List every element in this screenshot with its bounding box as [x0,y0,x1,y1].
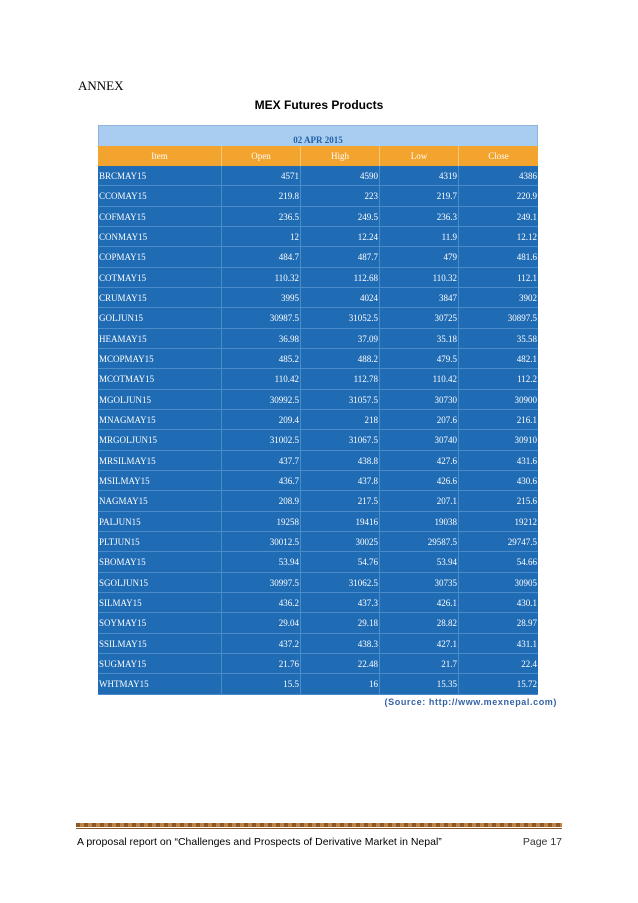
table-row [98,532,538,552]
table-row [98,451,538,471]
cell-high: 438.8 [301,451,380,470]
cell-open: 110.32 [222,268,301,287]
column-header-open: Open [222,146,301,166]
cell-open: 30992.5 [222,390,301,409]
cell-low: 15.35 [380,674,459,693]
table-row [98,227,538,247]
cell-open: 436.2 [222,593,301,612]
cell-high: 19416 [301,512,380,531]
table-row [98,613,538,633]
cell-open: 208.9 [222,491,301,510]
cell-item: MCOTMAY15 [98,369,222,388]
cell-close: 35.58 [516,333,537,344]
cell-close: 431.6 [516,455,537,466]
cell-open: 436.7 [222,471,301,490]
table-row [98,390,538,410]
table-row [98,634,538,654]
table-title: MEX Futures Products [254,98,384,112]
cell-item: SILMAY15 [98,593,222,612]
table-body [98,166,538,695]
annex-heading: ANNEX [78,78,124,93]
cell-open: 219.8 [222,186,301,205]
cell-low: 4319 [380,166,459,185]
cell-low: 35.18 [380,329,459,348]
cell-low: 53.94 [380,552,459,571]
cell-low: 30730 [380,390,459,409]
cell-item: NAGMAY15 [98,491,222,510]
cell-item: CONMAY15 [98,227,222,246]
column-header-item: Item [98,146,222,166]
cell-low: 236.3 [380,207,459,226]
cell-low: 479.5 [380,349,459,368]
cell-high: 22.48 [301,654,380,673]
cell-open: 236.5 [222,207,301,226]
cell-low: 28.82 [380,613,459,632]
column-header-high: High [301,146,380,166]
cell-item: SOYMAY15 [98,613,222,632]
cell-high: 112.78 [301,369,380,388]
cell-low: 21.7 [380,654,459,673]
cell-close: 54.66 [516,557,537,568]
cell-low: 427.1 [380,634,459,653]
table-row [98,268,538,288]
cell-open: 30997.5 [222,573,301,592]
cell-close: 29747.5 [507,536,537,547]
cell-open: 30012.5 [222,532,301,551]
cell-close: 30897.5 [507,313,537,324]
table-row [98,512,538,532]
footer-rule-thin [76,828,562,829]
cell-item: GOLJUN15 [98,308,222,327]
cell-open: 36.98 [222,329,301,348]
cell-item: MRGOLJUN15 [98,430,222,449]
cell-item: MGOLJUN15 [98,390,222,409]
cell-item: CCOMAY15 [98,186,222,205]
table-row [98,186,538,206]
cell-open: 484.7 [222,247,301,266]
cell-item: CRUMAY15 [98,288,222,307]
cell-close: 28.97 [516,618,537,629]
cell-close: 430.6 [516,475,537,486]
cell-item: MSILMAY15 [98,471,222,490]
cell-low: 219.7 [380,186,459,205]
cell-close: 15.72 [516,679,537,690]
cell-close: 112.1 [517,272,537,283]
table-row [98,329,538,349]
cell-open: 209.4 [222,410,301,429]
table-row [98,491,538,511]
cell-low: 110.42 [380,369,459,388]
cell-open: 437.7 [222,451,301,470]
cell-high: 488.2 [301,349,380,368]
table-row [98,573,538,593]
cell-open: 29.04 [222,613,301,632]
cell-open: 21.76 [222,654,301,673]
cell-item: MCOPMAY15 [98,349,222,368]
cell-close: 481.6 [516,252,537,263]
cell-high: 31057.5 [301,390,380,409]
cell-close: 22.4 [521,658,537,669]
cell-open: 31002.5 [222,430,301,449]
cell-item: WHTMAY15 [98,674,222,693]
cell-low: 426.6 [380,471,459,490]
cell-low: 479 [380,247,459,266]
cell-high: 29.18 [301,613,380,632]
cell-high: 4590 [301,166,380,185]
cell-open: 30987.5 [222,308,301,327]
cell-item: SGOLJUN15 [98,573,222,592]
table-row [98,552,538,572]
cell-close: 4386 [519,171,537,181]
page-number: Page 17 [522,836,562,848]
cell-low: 3847 [380,288,459,307]
cell-close: 431.1 [516,638,537,649]
cell-item: COPMAY15 [98,247,222,266]
cell-close: 215.6 [516,496,537,507]
cell-high: 30025 [301,532,380,551]
cell-item: MRSILMAY15 [98,451,222,470]
cell-high: 112.68 [301,268,380,287]
cell-high: 16 [301,674,380,693]
cell-item: PLTJUN15 [98,532,222,551]
cell-item: PALJUN15 [98,512,222,531]
cell-item: MNAGMAY15 [98,410,222,429]
cell-high: 4024 [301,288,380,307]
cell-low: 427.6 [380,451,459,470]
cell-close: 430.1 [516,597,537,608]
cell-item: COFMAY15 [98,207,222,226]
table-row [98,288,538,308]
table-row [98,430,538,450]
cell-item: SBOMAY15 [98,552,222,571]
table-row [98,471,538,491]
cell-close: 19212 [514,516,537,527]
cell-high: 12.24 [301,227,380,246]
cell-high: 31052.5 [301,308,380,327]
cell-low: 29587.5 [380,532,459,551]
cell-low: 30735 [380,573,459,592]
cell-high: 438.3 [301,634,380,653]
cell-high: 487.7 [301,247,380,266]
cell-open: 437.2 [222,634,301,653]
table-row [98,674,538,694]
cell-close: 112.2 [517,374,537,385]
table-date: 02 APR 2015 [98,125,538,146]
footer-rule [76,823,562,827]
cell-close: 12.12 [516,231,537,242]
table-row [98,308,538,328]
cell-high: 37.09 [301,329,380,348]
cell-low: 110.32 [380,268,459,287]
cell-low: 11.9 [380,227,459,246]
cell-close: 30900 [514,394,537,405]
table-row [98,349,538,369]
footer-report-title: A proposal report on “Challenges and Prospects of Derivative Market in Nepal” [77,836,442,848]
cell-close: 482.1 [516,353,537,364]
cell-high: 437.8 [301,471,380,490]
cell-open: 110.42 [222,369,301,388]
cell-open: 15.5 [222,674,301,693]
table-row [98,166,538,186]
cell-high: 437.3 [301,593,380,612]
cell-open: 12 [222,227,301,246]
table-row [98,247,538,267]
cell-item: BRCMAY15 [98,166,222,185]
cell-high: 217.5 [301,491,380,510]
table-header [98,146,538,166]
cell-item: SUGMAY15 [98,654,222,673]
cell-close: 216.1 [516,414,537,425]
source-note: (Source: http://www.mexnepal.com) [384,697,557,707]
cell-close: 220.9 [516,191,537,202]
cell-high: 218 [301,410,380,429]
column-header-close: Close [488,151,509,161]
cell-close: 249.1 [516,211,537,222]
cell-low: 426.1 [380,593,459,612]
cell-low: 30740 [380,430,459,449]
cell-low: 30725 [380,308,459,327]
table-row [98,410,538,430]
cell-low: 19038 [380,512,459,531]
cell-close: 30910 [514,435,537,446]
cell-open: 485.2 [222,349,301,368]
cell-low: 207.6 [380,410,459,429]
cell-high: 31062.5 [301,573,380,592]
table-row [98,207,538,227]
cell-close: 30905 [514,577,537,588]
cell-item: HEAMAY15 [98,329,222,348]
cell-low: 207.1 [380,491,459,510]
cell-close: 3902 [519,292,537,303]
cell-high: 249.5 [301,207,380,226]
table-row [98,369,538,389]
table-row [98,654,538,674]
cell-open: 4571 [222,166,301,185]
cell-high: 54.76 [301,552,380,571]
table-row [98,593,538,613]
column-header-low: Low [380,146,459,166]
cell-open: 53.94 [222,552,301,571]
futures-table [98,125,538,695]
cell-open: 3995 [222,288,301,307]
cell-high: 223 [301,186,380,205]
cell-item: COTMAY15 [98,268,222,287]
cell-item: SSILMAY15 [98,634,222,653]
cell-high: 31067.5 [301,430,380,449]
cell-open: 19258 [222,512,301,531]
